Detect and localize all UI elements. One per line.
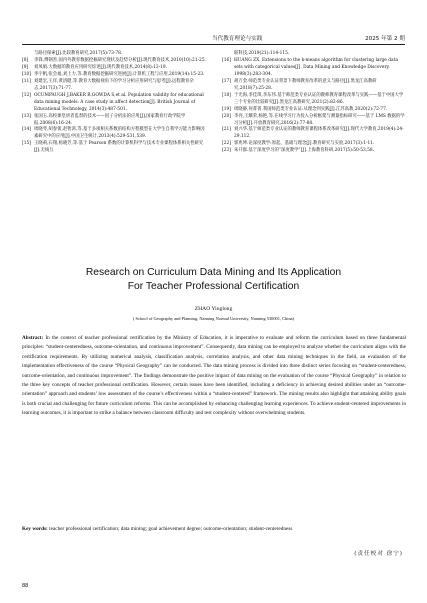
reference-item: [18] 于光海,李佳琪,李东伟.基于师范类专业认证的教师教育课程改革与实践——基于中国大学三个专业的比较研究[J].黑龙江高教研究,2021(2):82-86. bbox=[222, 92, 404, 105]
page-number: 88 bbox=[22, 583, 29, 589]
reference-item: [11] 刘建宏,王洋,黄清健,等.教育大数据视角下的学习分析应用研究与思考[J].远程教育杂志,2017(3):71-77. bbox=[22, 78, 194, 91]
reference-item: [8] 李锋,傅钢善.国内外教育数据挖掘研究现状及趋势分析[J].现代教育技术,2010(10):21-25. bbox=[22, 57, 206, 63]
article-title-line: For Teacher Professional Certification bbox=[127, 281, 300, 292]
keywords-text: teacher professional certification; data mining; goal achievement degree; outcome-orientation; student-centeredness bbox=[49, 526, 293, 532]
abstract-text: In the context of teacher professional certification by the Ministry of Education, it is imperative to evaluate and reform the curriculum based on three fundamental principles: “student-centeredness, outcome-orientation, and continuous improvement”. Consequently, data mining can be employed to analyze whether the curriculum aligns with the certification requirements. By utilizing numerical analysis, classification analysis, correlation analysis, and other data mining techniques in the field, an evaluation of the implementation effectiveness of the course “Physical Geography” can be conducted. The data mining process is divided into three distinct series focusing on “student-centeredness, outcome-orientation, and continuous improvement”. The findings demonstrate the positive impact of data mining on the evaluation of the course “Physical Geography” in relation to the three key concepts of teacher professional certification. However, certain issues have been identified, including a deficiency in achieving desired abilities under an “outcome-orientation” approach and students’ low assessment of the course’s effectiveness within a “student-centered” framework. The mining results also highlight that attaining ability goals is both crucial and challenging for future curriculum reforms. This can be accomplished by enhancing challenging learning experiences. To achieve student-centered improvements in learning outcomes, it is important to strike a balance between classroom difficulty and test complexity without overwhelming students. bbox=[22, 335, 406, 417]
reference-item: [14] 周晓琴,胡春蕾,赵智鸿,等.基于多项相关系数的结构方程模型在大学生自我学习能力影响因素研究中的应用[J].中国卫生统计,2013(4):529-531,539. bbox=[22, 127, 205, 140]
author-affiliation: ( School of Geography and Planning, Nanning Normal University, Nanning 530001, China) bbox=[132, 316, 295, 321]
reference-item: [22] 郭兆坤.论深度教学:原起、基础与理念[J].教育研究与实验,2017(3):1-11. bbox=[222, 141, 375, 147]
reference-item: [20] 李亮,王耀荣,杨艳,等.在线学习行为投入分析框架与测量指标研究——基于 LMS 数据的学习分析[J].开放教育研究,2016(2):77-88. bbox=[222, 113, 405, 126]
keywords-label: Key words: bbox=[22, 526, 48, 532]
article-title bbox=[20, 266, 407, 294]
article-title-line: Research on Curriculum Data Mining and Its Application bbox=[85, 267, 342, 278]
reference-item: [9] 刘凤娟.大数据的教育应用研究综述[J].现代教育技术,2014(8):13-19. bbox=[22, 64, 168, 70]
reference-item: 联科技,2019(21):114-115. bbox=[234, 51, 290, 56]
journal-name: 当代教育理论与实践 bbox=[212, 36, 263, 42]
reference-item: [16] HUANG ZX. Extensions to the k-means algorithm for clustering large data sets with categorical values[J]. Data Mining and Knowledge Discovery, 1998(3):283-304. bbox=[222, 57, 398, 77]
author-name: ZHAO Yinglong bbox=[194, 306, 233, 312]
reference-item: [15] 王晓莉,石翔,杨晓芳,等.基于 Pearson 系数的计算机科学与技术专业课程体系相关性研究[J].无线互 bbox=[22, 141, 204, 154]
keywords bbox=[22, 525, 406, 534]
abstract bbox=[22, 334, 406, 419]
reference-item: [12] OCUMPAUGH J,BAKER R,GOWDA S,et al. Population validity for educational data mining models: A case study in affect detection[J]. British Journal of Educational Technology, 2014(3):487-501. bbox=[22, 92, 204, 112]
issue-number: 2025 年第 2 期 bbox=[365, 36, 405, 42]
reference-item: [19] 周晓静,何菁菁.我国师范类专业认证:从理念到实践[J].江苏高教,2020(2):72-77. bbox=[222, 106, 388, 112]
abstract-label: Abstract: bbox=[22, 335, 44, 341]
reference-list-left bbox=[22, 51, 207, 155]
reference-item: [23] 朱开群.基于深度学习的“深度教学”[J].上海教育科研,2017(5):50-53,58. bbox=[222, 148, 375, 154]
reference-item: [21] 刘兴华.基于师范类专业认证的教师教育课程体系改革研究[J].现代大学教育,2019(4):24-29,112. bbox=[222, 127, 404, 140]
reference-item: 与路径探索[J].比较教育研究,2017(5):73-78. bbox=[34, 51, 123, 56]
reference-item: [17] 胡万金.师范类专业认证背景下教师教育改革的意义与路径[J].黑龙江高教研究,2018(7):25-28. bbox=[222, 78, 377, 91]
reference-item: [13] 张国玉.高校课堂讲者监督的技术——因子分析法的应用[J].国家教育行政学院学报,2008(6):16-24. bbox=[22, 113, 186, 126]
reference-item: [10] 李宇帆,张会福,刘上力,等.教育数据挖掘研究进展[J].计算机工程与应用,2019(14):15-23. bbox=[22, 71, 205, 77]
reference-list-right bbox=[222, 51, 406, 155]
running-header bbox=[22, 34, 405, 45]
proofreader-note: (责任校对 徐宁) bbox=[354, 551, 403, 557]
